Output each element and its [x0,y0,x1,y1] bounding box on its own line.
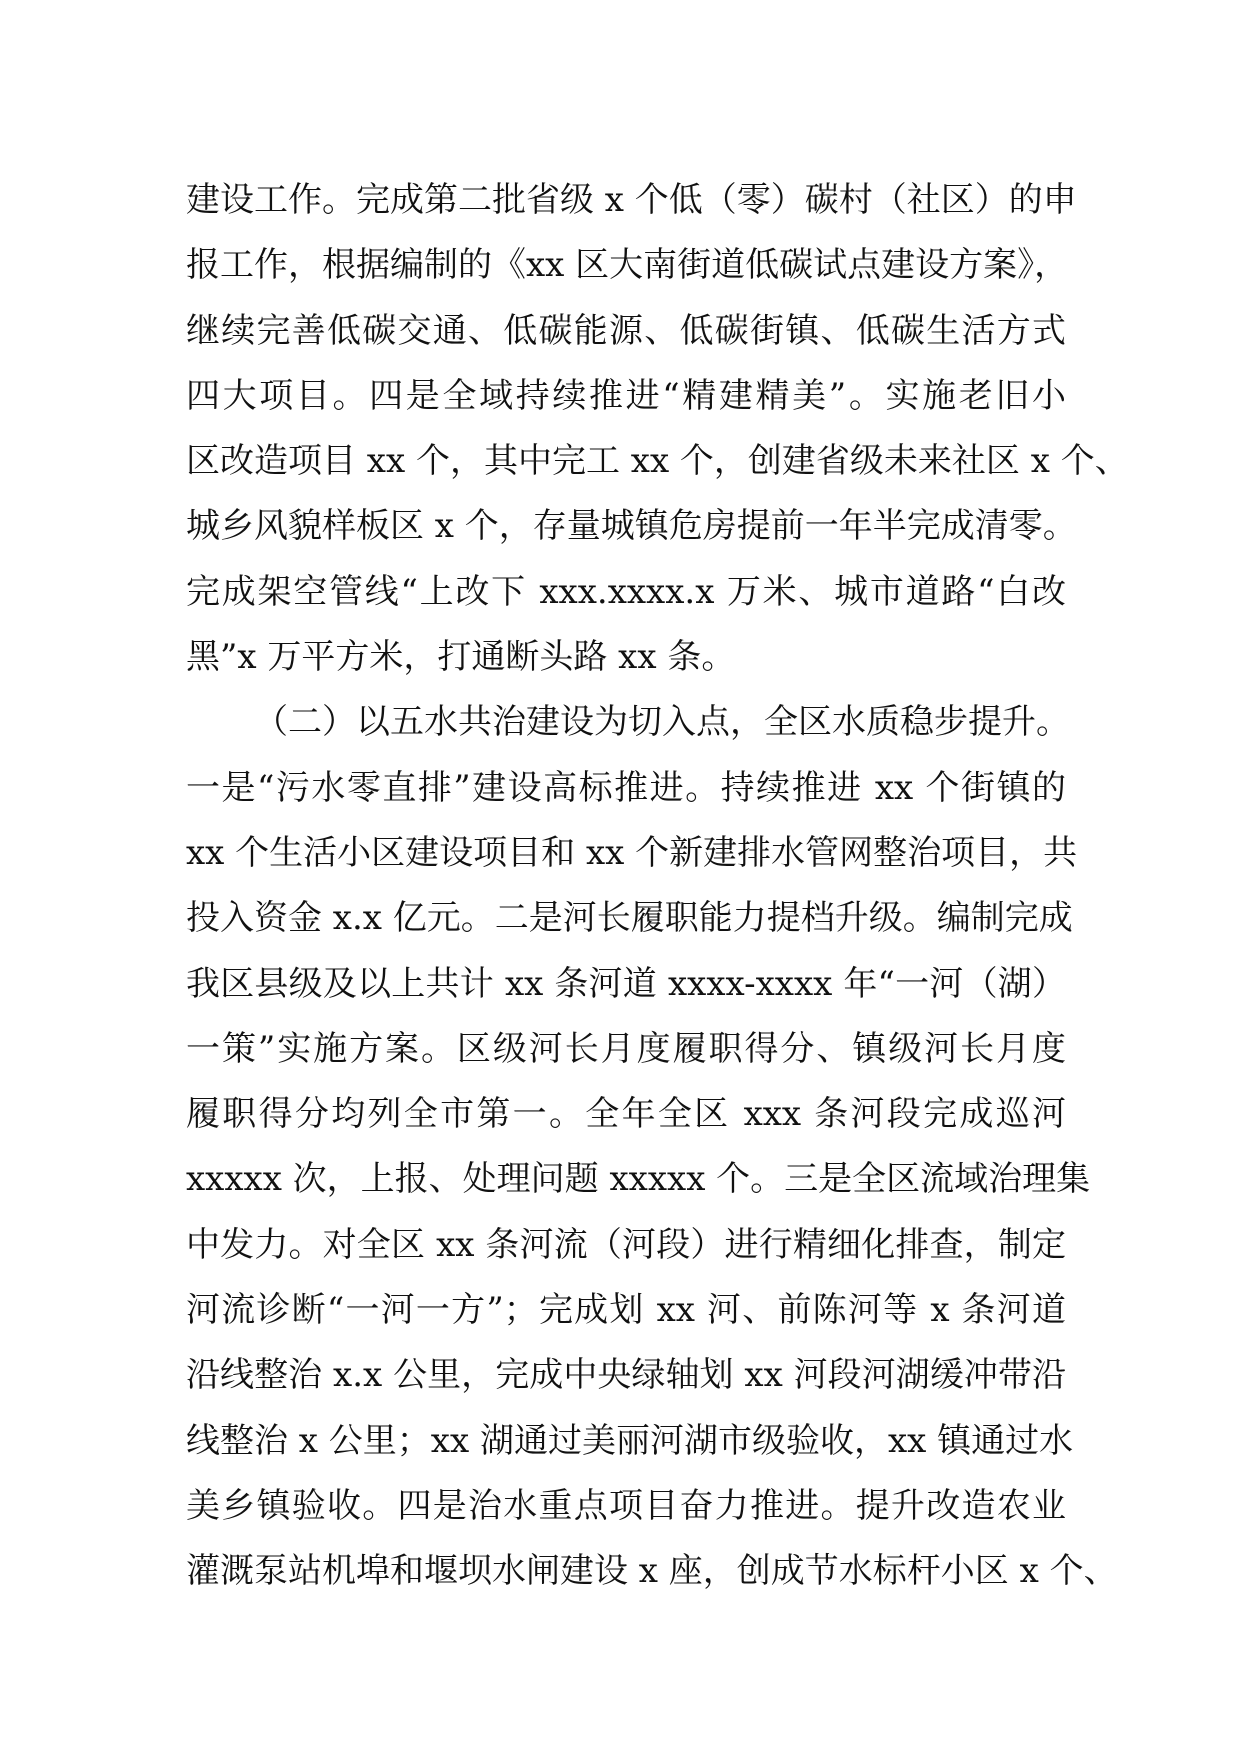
text-line: xxxxx 次，上报、处理问题 xxxxx 个。三是全区流域治理集 [186,1159,1091,1200]
text-line: 灌溉泵站机埠和堰坝水闸建设 x 座，创成节水标杆小区 x 个、 [186,1551,1118,1592]
text-line: 沿线整治 x.x 公里，完成中央绿轴划 xx 河段河湖缓冲带沿 [186,1355,1066,1396]
text-line: 投入资金 x.x 亿元。二是河长履职能力提档升级。编制完成 [186,898,1073,939]
text-line: 美乡镇验收。四是治水重点项目奋力推进。提升改造农业 [186,1485,1066,1526]
text-line: 一是“污水零直排”建设高标推进。持续推进 xx 个街镇的 [186,767,1066,808]
text-line: 继续完善低碳交通、低碳能源、低碳街镇、低碳生活方式 [186,310,1066,351]
body-text [186,168,1129,1605]
text-line: xx 个生活小区建设项目和 xx 个新建排水管网整治项目，共 [186,832,1078,873]
text-line: 黑”x 万平方米，打通断头路 xx 条。 [186,637,736,678]
text-line: 河流诊断“一河一方”；完成划 xx 河、前陈河等 x 条河道 [186,1290,1066,1331]
text-line: 履职得分均列全市第一。全年全区 xxx 条河段完成巡河 [186,1094,1066,1135]
text-line: 四大项目。四是全域持续推进“精建精美”。实施老旧小 [186,375,1066,416]
text-line: 建设工作。完成第二批省级 x 个低（零）碳村（社区）的申 [186,180,1077,220]
text-line: 区改造项目 xx 个，其中完工 xx 个，创建省级未来社区 x 个、 [186,441,1129,482]
text-line: 线整治 x 公里；xx 湖通过美丽河湖市级验收，xx 镇通过水 [186,1420,1074,1461]
text-line: 完成架空管线“上改下 xxx.xxxx.x 万米、城市道路“白改 [186,571,1066,612]
text-line: 一策”实施方案。区级河长月度履职得分、镇级河长月度 [186,1028,1066,1069]
text-line: 报工作，根据编制的《xx 区大南街道低碳试点建设方案》， [186,245,1069,286]
text-line: 城乡风貌样板区 x 个，存量城镇危房提前一年半完成清零。 [186,506,1077,547]
text-line: 中发力。对全区 xx 条河流（河段）进行精细化排查，制定 [186,1224,1066,1265]
section-heading-line: （二）以五水共治建设为切入点，全区水质稳步提升。 [254,702,1070,743]
text-line: 我区县级及以上共计 xx 条河道 xxxx-xxxx 年“一河（湖） [186,963,1066,1004]
